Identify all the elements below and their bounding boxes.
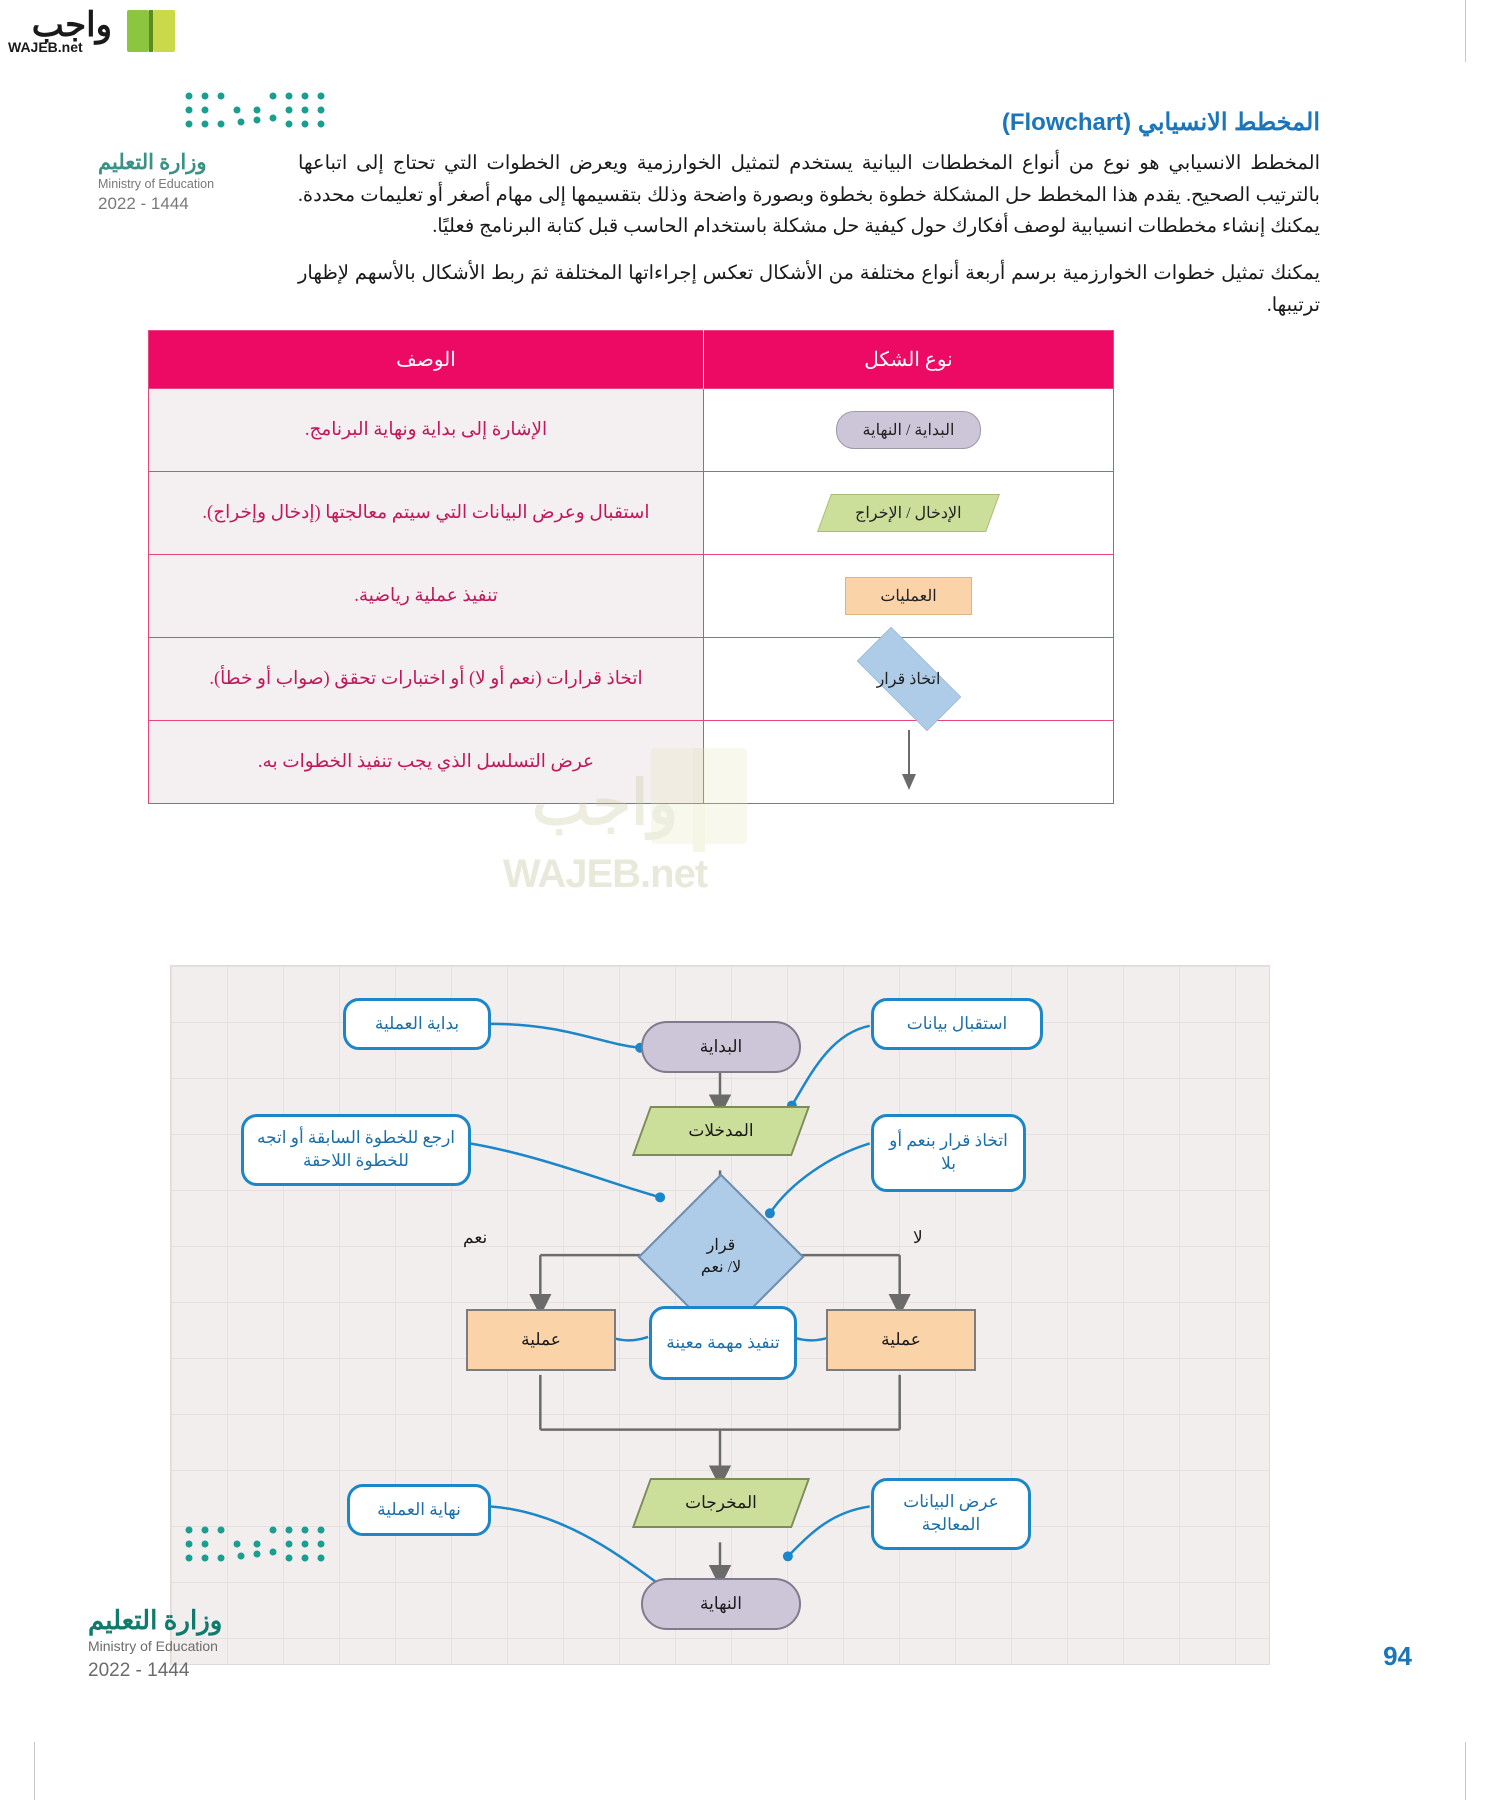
node-inputs <box>641 1106 801 1156</box>
callout-end-note: نهاية العملية <box>347 1484 491 1536</box>
node-inputs-label: المدخلات <box>688 1121 754 1140</box>
callout-display-data: عرض البيانات المعالجة <box>871 1478 1031 1550</box>
table-row <box>149 721 1114 804</box>
wajeb-logo-word: واجب <box>31 7 112 44</box>
footer-year: 2022 - 1444 <box>88 1660 190 1681</box>
node-start <box>641 1021 801 1073</box>
intro-paragraph-2: يمكنك تمثيل خطوات الخوارزمية برسم أربعة أنواع مختلفة من الأشكال تعكس إجراءاتها المختلفة ثمَ ربط الأشكال بالأسهم لإظهار ترتيبها. <box>298 263 1320 316</box>
node-decision-line1: قرار <box>706 1236 736 1254</box>
shape-diamond <box>829 640 989 718</box>
node-start-label: البداية <box>699 1037 743 1056</box>
row-description: الإشارة إلى بداية ونهاية البرنامج. <box>149 389 704 472</box>
shape-parallelogram <box>817 494 999 532</box>
shape-diamond-label: اتخاذ قرار <box>876 671 941 688</box>
down-arrow-icon <box>896 728 922 797</box>
callout-back-or-forward: ارجع للخطوة السابقة أو اتجه للخطوة اللاحقة <box>241 1114 471 1186</box>
node-end <box>641 1578 801 1630</box>
shape-rectangle: العمليات <box>845 577 971 615</box>
column-header-description: الوصف <box>149 331 704 389</box>
callout-task-note: تنفيذ مهمة معينة <box>649 1306 797 1380</box>
moe-stamp-year: 2022 - 1444 <box>98 194 189 213</box>
table-row <box>149 389 1114 472</box>
callout-receive-data: استقبال بيانات <box>871 998 1043 1050</box>
page-title: المخطط الانسيابي (Flowchart) <box>1001 109 1320 136</box>
intro-paragraph-1: المخطط الانسيابي هو نوع من أنواع المخططات البيانية يستخدم لتمثيل الخوارزمية ويعرض الخطوات التي تحتاج إلى اتباعها بالترتيب الصحيح. يقدم هذا المخطط حل المشكلة خطوة بخطوة وبصورة واضحة وذلك بتقسيمها إلى مهام أصغر أو تعليمات محددة. يمكنك إنشاء مخططات انسيابية لوصف أفكارك حول كيفية حل مشكلة باستخدام الحاسب قبل كتابة البرنامج فعليًا. <box>298 153 1320 238</box>
wajeb-logo-net: WAJEB.net <box>8 39 83 55</box>
watermark-arabic: واجب <box>531 770 679 838</box>
footer-ministry-en: Ministry of Education <box>88 1638 218 1654</box>
row-shape-cell <box>704 389 1114 472</box>
row-description: تنفيذ عملية رياضية. <box>149 555 704 638</box>
shape-terminal: البداية / النهاية <box>836 411 982 449</box>
shape-parallelogram-label: الإدخال / الإخراج <box>855 505 962 522</box>
moe-stamp-overlay <box>98 150 288 214</box>
row-shape-cell <box>704 472 1114 555</box>
gutter-rule-bottom-right <box>1465 1742 1466 1800</box>
node-outputs-label: المخرجات <box>685 1493 757 1512</box>
node-process-right-label: عملية <box>881 1330 921 1349</box>
row-description: اتخاذ قرارات (نعم أو لا) أو اختبارات تحقق (صواب أو خطأ). <box>149 638 704 721</box>
gutter-rule-top-right <box>1465 0 1466 62</box>
node-decision-line2: لا/ نعم <box>700 1258 742 1276</box>
table-row <box>149 472 1114 555</box>
callout-start-note: بداية العملية <box>343 998 491 1050</box>
row-description: عرض التسلسل الذي يجب تنفيذ الخطوات به. <box>149 721 704 804</box>
row-shape-cell <box>704 638 1114 721</box>
node-process-right <box>826 1309 976 1371</box>
watermark-latin: WAJEB.net <box>502 852 708 896</box>
moe-stamp-ministry-en: Ministry of Education <box>98 177 215 191</box>
node-decision <box>637 1199 805 1314</box>
table-row <box>149 555 1114 638</box>
node-process-left-label: عملية <box>521 1330 561 1349</box>
node-process-left <box>466 1309 616 1371</box>
row-description: استقبال وعرض البيانات التي سيتم معالجتها (إدخال وإخراج). <box>149 472 704 555</box>
node-end-label: النهاية <box>700 1594 742 1613</box>
dot-decoration-bottom <box>183 1522 343 1574</box>
table-header-row <box>149 331 1114 389</box>
table-row <box>149 638 1114 721</box>
footer-ministry-block <box>88 1606 222 1682</box>
wajeb-logo <box>0 0 200 62</box>
node-outputs <box>641 1478 801 1528</box>
gutter-rule-bottom-left <box>34 1742 35 1800</box>
page-number: 94 <box>1383 1641 1412 1671</box>
branch-label-yes: نعم <box>463 1228 488 1247</box>
book-icon <box>126 8 176 54</box>
dot-decoration-top <box>183 88 343 140</box>
row-shape-cell <box>704 555 1114 638</box>
flowchart-shapes-table <box>148 330 1114 804</box>
callout-decision-note: اتخاذ قرار بنعم أو بلا <box>871 1114 1026 1192</box>
column-header-shape-type: نوع الشكل <box>704 331 1114 389</box>
footer-ministry-ar: وزارة التعليم <box>88 1606 223 1635</box>
node-decision-label <box>637 1199 805 1314</box>
row-shape-cell <box>704 721 1114 804</box>
branch-label-no: لا <box>913 1228 923 1247</box>
moe-stamp-ministry-ar: وزارة التعليم <box>98 150 207 174</box>
